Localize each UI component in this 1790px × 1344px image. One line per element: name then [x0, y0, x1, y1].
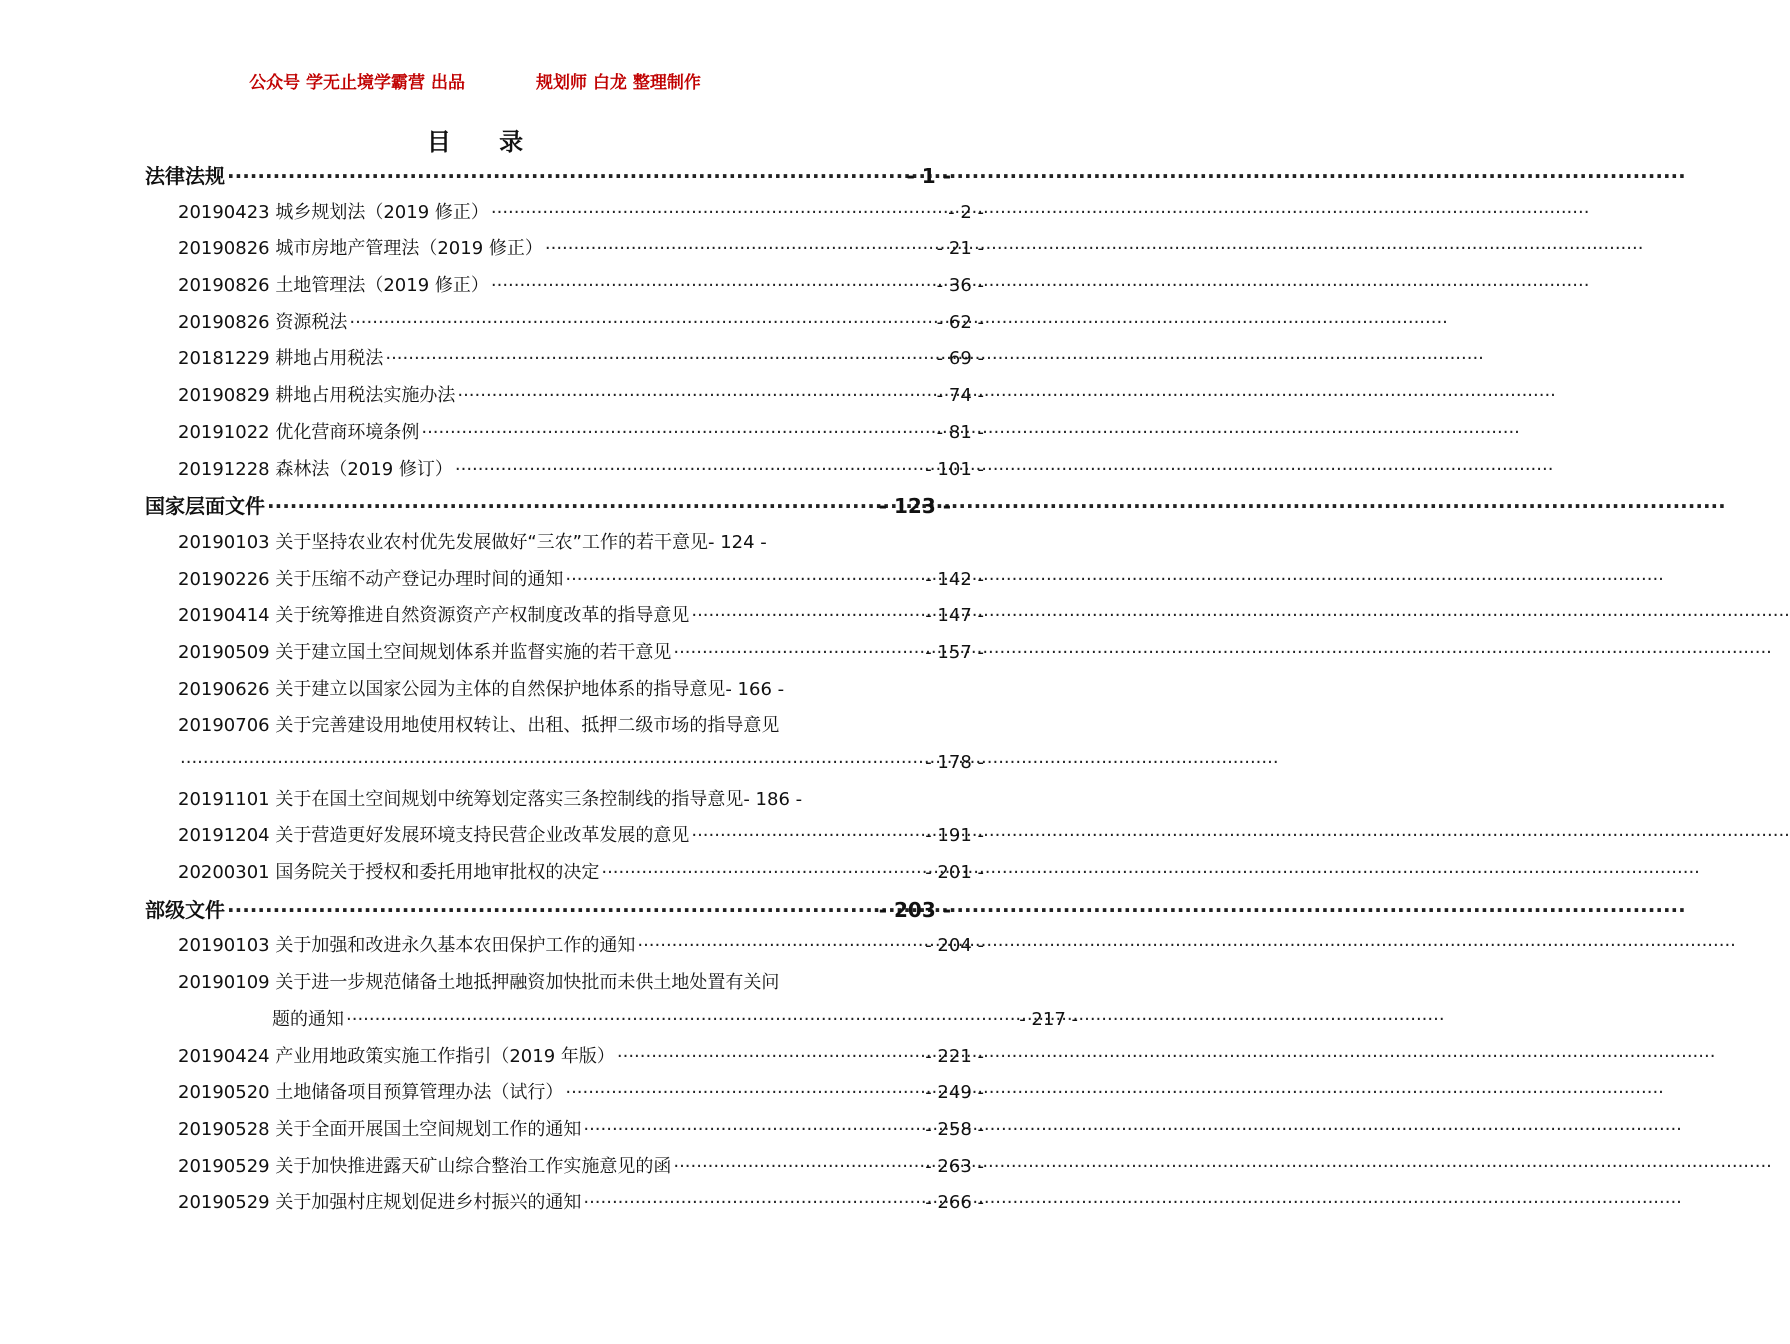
toc-entry-title: 20190226 关于压缩不动产登记办理时间的通知: [178, 568, 564, 590]
toc-entry-title: 20200301 国务院关于授权和委托用地审批权的决定: [178, 862, 600, 884]
toc-entry-title: 20181229 耕地占用税法: [178, 348, 384, 370]
toc-leader: [457, 378, 934, 415]
toc-leader: [267, 488, 877, 525]
toc-section-title: 法律法规: [145, 164, 225, 188]
toc-leader: [673, 635, 923, 672]
toc-page-number: - 69 -: [936, 348, 984, 370]
toc-leader: [545, 231, 935, 268]
toc-entry-title: 20190626 关于建立以国家公园为主体的自然保护地体系的指导意见: [178, 678, 726, 700]
toc-entry-continuation[interactable]: [0, 745, 984, 782]
toc-page-number: - 1 -: [906, 164, 951, 188]
toc-entry[interactable]: [0, 378, 984, 415]
toc-entry-title: 20190103 关于坚持农业农村优先发展做好“三农”工作的若干意见: [178, 531, 708, 553]
toc-entry[interactable]: [0, 818, 984, 855]
toc-leader: [673, 1149, 923, 1186]
toc-page-number: - 101 -: [925, 458, 984, 480]
toc-page-number: - 186 -: [743, 788, 803, 810]
toc-page-number: - 201 -: [925, 862, 984, 884]
toc-entry[interactable]: [0, 341, 984, 378]
toc-section-title: 国家层面文件: [145, 494, 265, 519]
toc-entry-title: 20190528 关于全面开展国土空间规划工作的通知: [178, 1118, 582, 1140]
header-publisher: 公众号 学无止境学霸营 出品: [249, 73, 465, 93]
toc-entry[interactable]: [0, 1185, 984, 1222]
toc-page-number: - 74 -: [936, 385, 984, 407]
toc-entry-title: 20191228 森林法（2019 修订）: [178, 458, 453, 480]
toc-entry-title: 20191204 关于营造更好发展环境支持民营企业改革发展的意见: [178, 825, 690, 847]
toc-page-number: - 62 -: [936, 311, 984, 333]
toc-leader: [565, 562, 923, 599]
toc-page-number: - 266 -: [925, 1192, 984, 1214]
toc-entry-title: 20190103 关于加强和改进永久基本农田保护工作的通知: [178, 935, 636, 957]
toc-entry-title: 20190826 城市房地产管理法（2019 修正）: [178, 238, 543, 260]
toc-entry[interactable]: [0, 1075, 984, 1112]
toc-entry[interactable]: [0, 231, 984, 268]
toc-entry-title: 20190424 产业用地政策实施工作指引（2019 年版）: [178, 1045, 615, 1067]
toc-entry[interactable]: [0, 415, 984, 452]
toc-leader: [583, 1112, 923, 1149]
toc-entry-title-continuation: 题的通知: [272, 1008, 344, 1030]
header-author: 规划师 白龙 整理制作: [536, 73, 701, 93]
toc-section-ministerial[interactable]: [0, 892, 951, 929]
toc-page-number: - 204 -: [925, 935, 984, 957]
toc-leader: [691, 598, 923, 635]
toc-entry-title: 20190529 关于加快推进露天矿山综合整治工作实施意见的函: [178, 1155, 672, 1177]
toc-entry[interactable]: [0, 782, 1010, 819]
toc-entry[interactable]: [0, 1149, 984, 1186]
toc-leader: [227, 158, 905, 195]
toc-page-number: - 81 -: [936, 421, 984, 443]
toc-entry-title: 20190529 关于加强村庄规划促进乡村振兴的通知: [178, 1192, 582, 1214]
toc-page-number: - 178 -: [925, 752, 984, 773]
toc-page-number: - 203 -: [878, 897, 951, 922]
toc-page-number: - 249 -: [925, 1082, 984, 1104]
toc-entry[interactable]: [0, 1039, 984, 1076]
toc-leader: [349, 305, 934, 342]
toc-entry[interactable]: [0, 965, 984, 1002]
toc-entry-title: 20190109 关于进一步规范储备土地抵押融资加快批而未供土地处置有关问: [178, 972, 780, 994]
toc-page-number: - 157 -: [925, 641, 984, 663]
toc-page-number: - 147 -: [925, 605, 984, 627]
toc-entry[interactable]: [0, 928, 984, 965]
toc-page-number: - 142 -: [925, 568, 984, 590]
toc-page-number: - 124 -: [708, 531, 767, 553]
toc-page-number: - 166 -: [725, 678, 785, 700]
toc-leader: [601, 855, 923, 892]
toc-entry[interactable]: [0, 635, 984, 672]
toc-entry[interactable]: [0, 708, 984, 745]
toc-entry-title: 20190509 关于建立国土空间规划体系并监督实施的若干意见: [178, 641, 672, 663]
toc-leader: [227, 892, 877, 929]
toc-leader: [617, 1039, 923, 1076]
toc-leader: [637, 928, 923, 965]
toc-entry-title: 20191101 关于在国土空间规划中统筹划定落实三条控制线的指导意见: [178, 788, 744, 810]
toc-page-number: - 263 -: [925, 1155, 984, 1177]
toc-entry-title: 20190706 关于完善建设用地使用权转让、出租、抵押二级市场的指导意见: [178, 715, 780, 737]
toc-leader: [346, 1002, 1017, 1039]
toc-entry-continuation[interactable]: [0, 1002, 1078, 1039]
table-of-contents: [0, 158, 1078, 1222]
toc-page-number: - 191 -: [925, 825, 984, 847]
page-title: 目 录: [426, 128, 544, 156]
toc-page-number: - 21 -: [936, 238, 984, 260]
toc-entry-title: 20190829 耕地占用税法实施办法: [178, 385, 456, 407]
toc-entry[interactable]: [0, 598, 984, 635]
toc-entry-title: 20190520 土地储备项目预算管理办法（试行）: [178, 1082, 564, 1104]
toc-entry[interactable]: [0, 525, 984, 562]
toc-entry-title: 20190423 城乡规划法（2019 修正）: [178, 201, 489, 223]
toc-leader: [385, 341, 934, 378]
toc-entry[interactable]: [0, 452, 984, 489]
toc-page-number: - 258 -: [925, 1118, 984, 1140]
toc-entry-title: 20190826 资源税法: [178, 311, 348, 333]
toc-section-title: 部级文件: [145, 897, 225, 922]
toc-entry[interactable]: [0, 855, 984, 892]
page-header: [0, 68, 950, 93]
toc-leader: [421, 415, 934, 452]
toc-page-number: - 36 -: [936, 275, 984, 297]
toc-leader: [455, 452, 923, 489]
toc-entry[interactable]: [0, 305, 984, 342]
toc-page-number: - 2 -: [948, 201, 984, 223]
toc-entry[interactable]: [0, 268, 984, 305]
toc-entry[interactable]: [0, 1112, 984, 1149]
toc-leader: [583, 1185, 923, 1222]
toc-page-number: - 217 -: [1019, 1008, 1078, 1030]
toc-section-laws[interactable]: [0, 158, 951, 195]
toc-entry-title: 20190414 关于统筹推进自然资源资产产权制度改革的指导意见: [178, 605, 690, 627]
toc-entry[interactable]: [0, 672, 984, 709]
toc-page-number: - 123 -: [878, 494, 951, 519]
toc-section-national[interactable]: [0, 488, 951, 525]
toc-leader: [180, 745, 923, 782]
toc-entry-title: 20191022 优化营商环境条例: [178, 421, 420, 443]
toc-entry[interactable]: [0, 562, 984, 599]
toc-leader: [565, 1075, 923, 1112]
toc-leader: [691, 818, 923, 855]
toc-leader: [491, 195, 946, 232]
toc-leader: [491, 268, 935, 305]
toc-entry-title: 20190826 土地管理法（2019 修正）: [178, 275, 489, 297]
toc-page-number: - 221 -: [925, 1045, 984, 1067]
toc-entry[interactable]: [0, 195, 984, 232]
